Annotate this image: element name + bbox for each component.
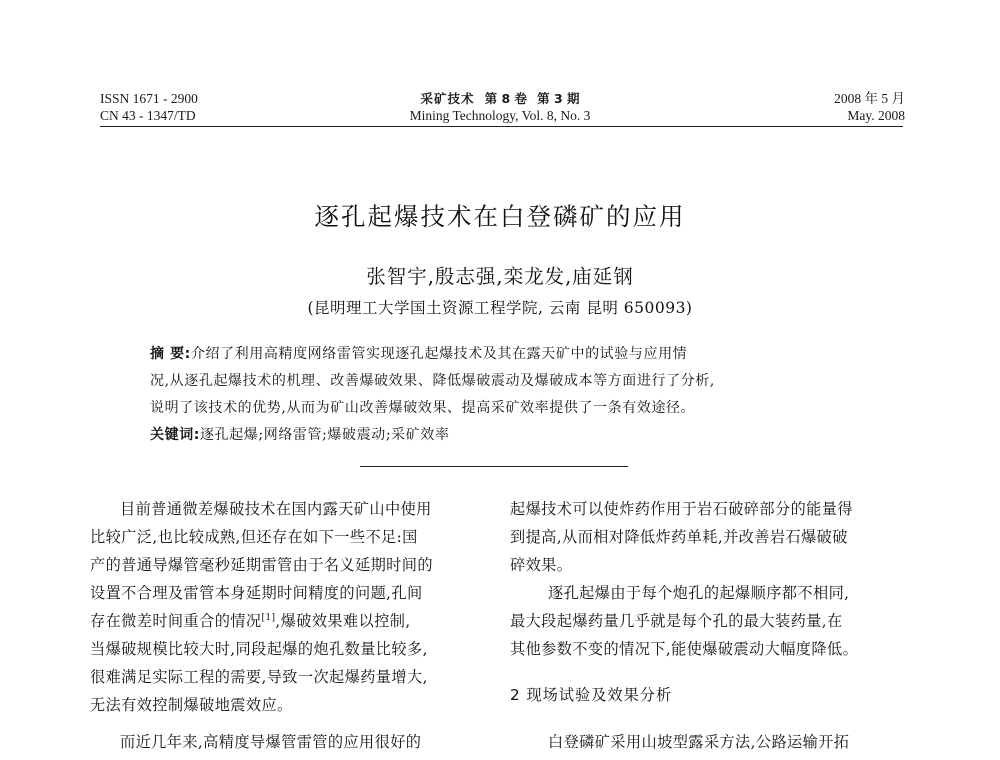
body-left-line: 无法有效控制爆破地震效应。 xyxy=(90,696,293,714)
keywords-text: 逐孔起爆;网络雷管;爆破震动;采矿效率 xyxy=(200,427,450,443)
body-right-line: 白登磷矿采用山坡型露采方法,公路运输开拓 xyxy=(548,733,850,751)
cn-number: CN 43 - 1347/TD xyxy=(100,108,196,123)
header-rule xyxy=(100,126,903,127)
body-left-line: 设置不合理及雷管本身延期时间精度的问题,孔间 xyxy=(90,584,423,602)
journal-name-cn: 采矿技术 xyxy=(420,91,475,106)
body-left-text: ,爆破效果难以控制, xyxy=(275,612,411,630)
body-left-line: 比较广泛,也比较成熟,但还存在如下一些不足:国 xyxy=(90,528,418,546)
body-left-line: 而近几年来,高精度导爆管雷管的应用很好的 xyxy=(120,733,422,751)
body-left-line: 产的普通导爆管毫秒延期雷管由于名义延期时间的 xyxy=(90,556,433,574)
issue-cn: 第 3 期 xyxy=(537,91,580,106)
abstract-line: 说明了该技术的优势,从而为矿山改善爆破效果、提高采矿效率提供了一条有效途径。 xyxy=(150,400,696,416)
body-right-line: 碎效果。 xyxy=(510,556,573,574)
body-right-line: 逐孔起爆由于每个炮孔的起爆顺序都不相同, xyxy=(548,584,850,602)
body-left-line: 很难满足实际工程的需要,导致一次起爆药量增大, xyxy=(90,668,428,686)
abstract-divider xyxy=(360,466,628,467)
abstract-line: 况,从逐孔起爆技术的机理、改善爆破效果、降低爆破震动及爆破成本等方面进行了分析, xyxy=(150,373,715,389)
paper-authors: 张智宇,殷志强,栾龙发,庙延钢 xyxy=(366,265,634,288)
journal-date-block xyxy=(760,90,905,124)
body-left-line: 目前普通微差爆破技术在国内露天矿山中使用 xyxy=(120,500,432,518)
abstract-label: 摘 要: xyxy=(150,346,191,362)
keywords-label: 关键词: xyxy=(150,427,200,443)
body-right-line: 其他参数不变的情况下,能使爆破震动大幅度降低。 xyxy=(510,640,859,658)
date-en: May. 2008 xyxy=(847,108,905,123)
body-left-line xyxy=(90,610,411,631)
body-right-line: 到提高,从而相对降低炸药单耗,并改善岩石爆破破 xyxy=(510,528,848,546)
body-right-line: 最大段起爆药量几乎就是每个孔的最大装药量,在 xyxy=(510,612,843,630)
body-right-line: 起爆技术可以使炸药作用于岩石破碎部分的能量得 xyxy=(510,500,853,518)
keywords-line xyxy=(150,424,450,444)
citation-ref[interactable]: [1] xyxy=(261,612,276,623)
paper-affiliation: (昆明理工大学国土资源工程学院, 云南 昆明 650093) xyxy=(307,299,693,317)
body-left-line: 当爆破规模比较大时,同段起爆的炮孔数量比较多, xyxy=(90,640,428,658)
paper-title: 逐孔起爆技术在白登磷矿的应用 xyxy=(314,202,686,231)
volume-cn: 第 8 卷 xyxy=(484,91,527,106)
journal-name-en: Mining Technology, Vol. 8, No. 3 xyxy=(409,108,591,123)
abstract-line xyxy=(150,343,687,363)
abstract-text: 介绍了利用高精度网络雷管实现逐孔起爆技术及其在露天矿中的试验与应用情 xyxy=(190,346,688,362)
issn: ISSN 1671 - 2900 xyxy=(100,91,198,106)
section-heading: 2 现场试验及效果分析 xyxy=(510,686,673,704)
date-cn: 2008 年 5 月 xyxy=(834,91,905,106)
body-left-text: 存在微差时间重合的情况 xyxy=(90,612,262,630)
